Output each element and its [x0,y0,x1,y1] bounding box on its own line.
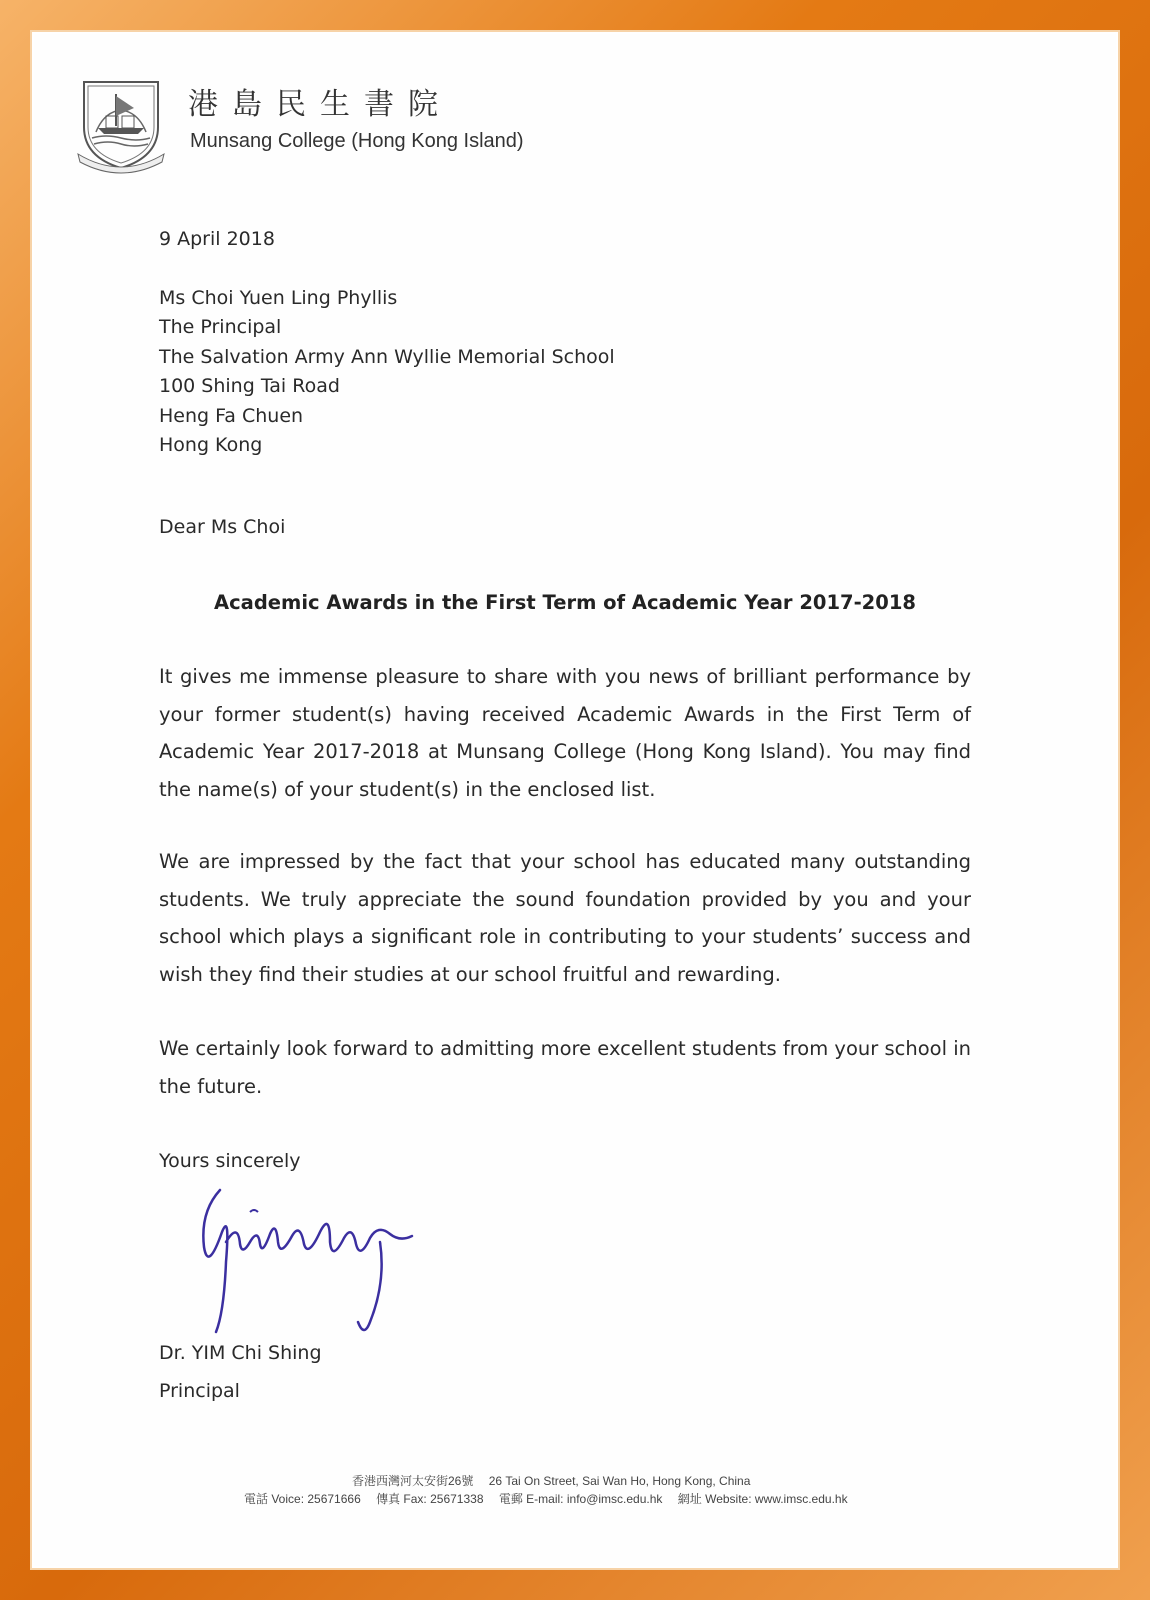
footer-address-chinese: 香港西灣河太安街26號 [352,1474,474,1488]
signer-block [159,1334,322,1410]
recipient-line: 100 Shing Tai Road [159,375,340,398]
letter-subject: Academic Awards in the First Term of Academic Year 2017-2018 [214,591,916,614]
signer-title: Principal [159,1380,240,1402]
recipient-line: Ms Choi Yuen Ling Phyllis [159,287,398,309]
body-paragraph: We certainly look forward to admitting more excellent students from your school in the future. [159,1037,971,1098]
letter-page [32,32,1118,1568]
footer-address [352,1472,762,1489]
body-paragraph: We are impressed by the fact that your school has educated many outstanding students. We truly appreciate the sound foundation provided by you and your school which plays a significant role in contributing to your students’ success and wish they find their studies at our school fruitful and rewarding. [159,850,971,986]
footer-voice: 電話 Voice: 25671666 [244,1492,361,1506]
footer-fax: 傳真 Fax: 25671338 [376,1492,484,1506]
signer-name: Dr. YIM Chi Shing [159,1342,322,1364]
recipient-address [159,284,615,460]
school-name-english: Munsang College (Hong Kong Island) [190,130,524,152]
footer-address-english: 26 Tai On Street, Sai Wan Ho, Hong Kong, China [488,1474,751,1488]
recipient-line: The Principal [159,316,282,339]
recipient-line: Heng Fa Chuen [159,404,304,427]
school-name-chinese: 港島民生書院 [188,87,452,122]
school-crest-icon [76,72,166,174]
salutation: Dear Ms Choi [159,516,286,538]
body-paragraph: It gives me immense pleasure to share with you news of brilliant performance by your former student(s) having received Academic Awards in the First Term of Academic Year 2017-2018 at Munsang College (Hong Kong Island). You may find the name(s) of your student(s) in the enclosed list. [159,665,971,801]
letter-date: 9 April 2018 [159,228,275,250]
recipient-line: The Salvation Army Ann Wyllie Memorial School [159,345,615,368]
footer-contacts [244,1490,860,1507]
closing: Yours sincerely [159,1150,301,1172]
footer-website: 網址 Website: www.imsc.edu.hk [677,1492,848,1506]
recipient-line: Hong Kong [159,433,263,456]
footer-email: 電郵 E-mail: info@imsc.edu.hk [498,1492,663,1506]
